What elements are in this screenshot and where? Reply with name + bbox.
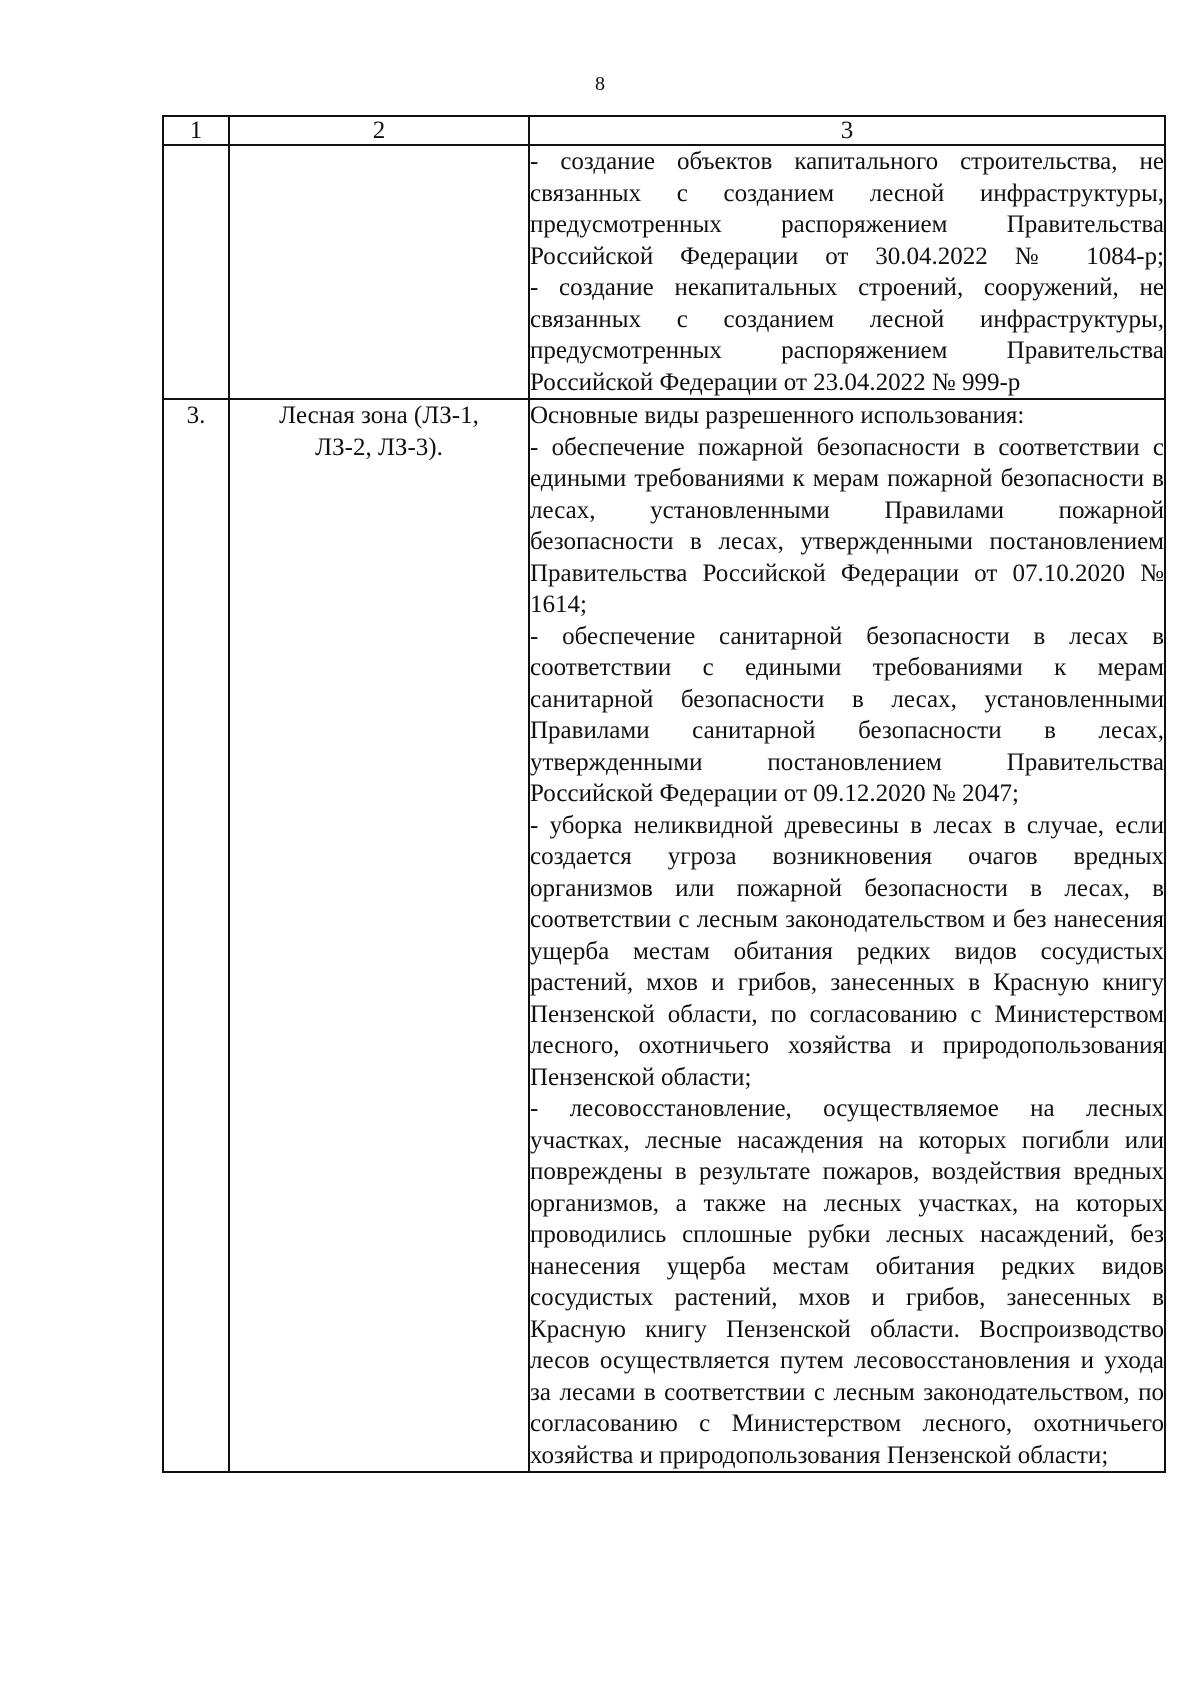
permitted-use-item: - лесовосстановление, осуществляемое на лесных участках, лесные насаждения на которых погибли или повреждены в результате пожаров, воздействия вредных организмов, а также на лесных участках, на которых проводились сплошные рубки лесных насаждений, без нанесения ущерба местам обитания редких видов сосудистых растений, мхов и грибов, занесенных в Красную книгу Пензенской области. Воспроизводство лесов осуществляется путем лесовосстановления и ухода за лесами в соответствии с лесным законодательством, по согласованию с Министерством лесного, охотничьего хозяйства и природопользования Пензенской области; — [530, 1095, 1164, 1469]
permitted-use-item: - уборка неликвидной древесины в лесах в случае, если создается угроза возникновения очагов вредных организмов или пожарной безопасности в лесах, в соответствии с лесным законодательством и без нанесения ущерба местам обитания редких видов сосудистых растений, мхов и грибов, занесенных в Красную книгу Пензенской области, по согласованию с Министерством лесного, охотничьего хозяйства и природопользования Пензенской области; — [530, 811, 1164, 1091]
permitted-use-item: - обеспечение пожарной безопасности в соответствии с едиными требованиями к мерам пожарной безопасности в лесах, установленными Правилами пожарной безопасности в лесах, утвержденными постановлением Правительства Российской Федерации от 07.10.2020 № 1614; — [530, 433, 1164, 618]
column-header-1: 1 — [163, 116, 229, 145]
regulations-table — [162, 115, 1166, 1473]
permitted-use-heading: Основные виды разрешенного использования: — [530, 402, 1025, 429]
zone-name-cell — [229, 145, 529, 399]
permitted-use-cell — [529, 399, 1165, 1472]
permitted-use-item: - обеспечение санитарной безопасности в лесах в соответствии с едиными требованиями к мерам санитарной безопасности в лесах, установленными Правилами санитарной безопасности в лесах, утвержденными постановлением Правительства Российской Федерации от 09.12.2020 № 2047; — [530, 622, 1164, 807]
zone-name-cell — [229, 399, 529, 1472]
permitted-use-cell — [529, 145, 1165, 399]
column-header-2: 2 — [229, 116, 529, 145]
row-number-cell: 3. — [163, 399, 229, 1472]
table-row-continuation — [163, 145, 1165, 399]
page-number: 8 — [595, 73, 605, 95]
zone-name: Лесная зона (ЛЗ-1, ЛЗ-2, ЛЗ-3). — [279, 402, 479, 461]
row-number-cell — [163, 145, 229, 399]
permitted-use-item: - создание объектов капитального строительства, не связанных с созданием лесной инфраструктуры, предусмотренных распоряжением Правительства Российской Федерации от 30.04.2022 № 1084-р; — [530, 148, 1164, 270]
table-header-row — [163, 116, 1165, 145]
table-row-forest-zone — [163, 399, 1165, 1472]
column-header-3: 3 — [529, 116, 1165, 145]
permitted-use-item: - создание некапитальных строений, сооружений, не связанных с созданием лесной инфраструктуры, предусмотренных распоряжением Правительства Российской Федерации от 23.04.2022 № 999-р — [530, 274, 1164, 396]
